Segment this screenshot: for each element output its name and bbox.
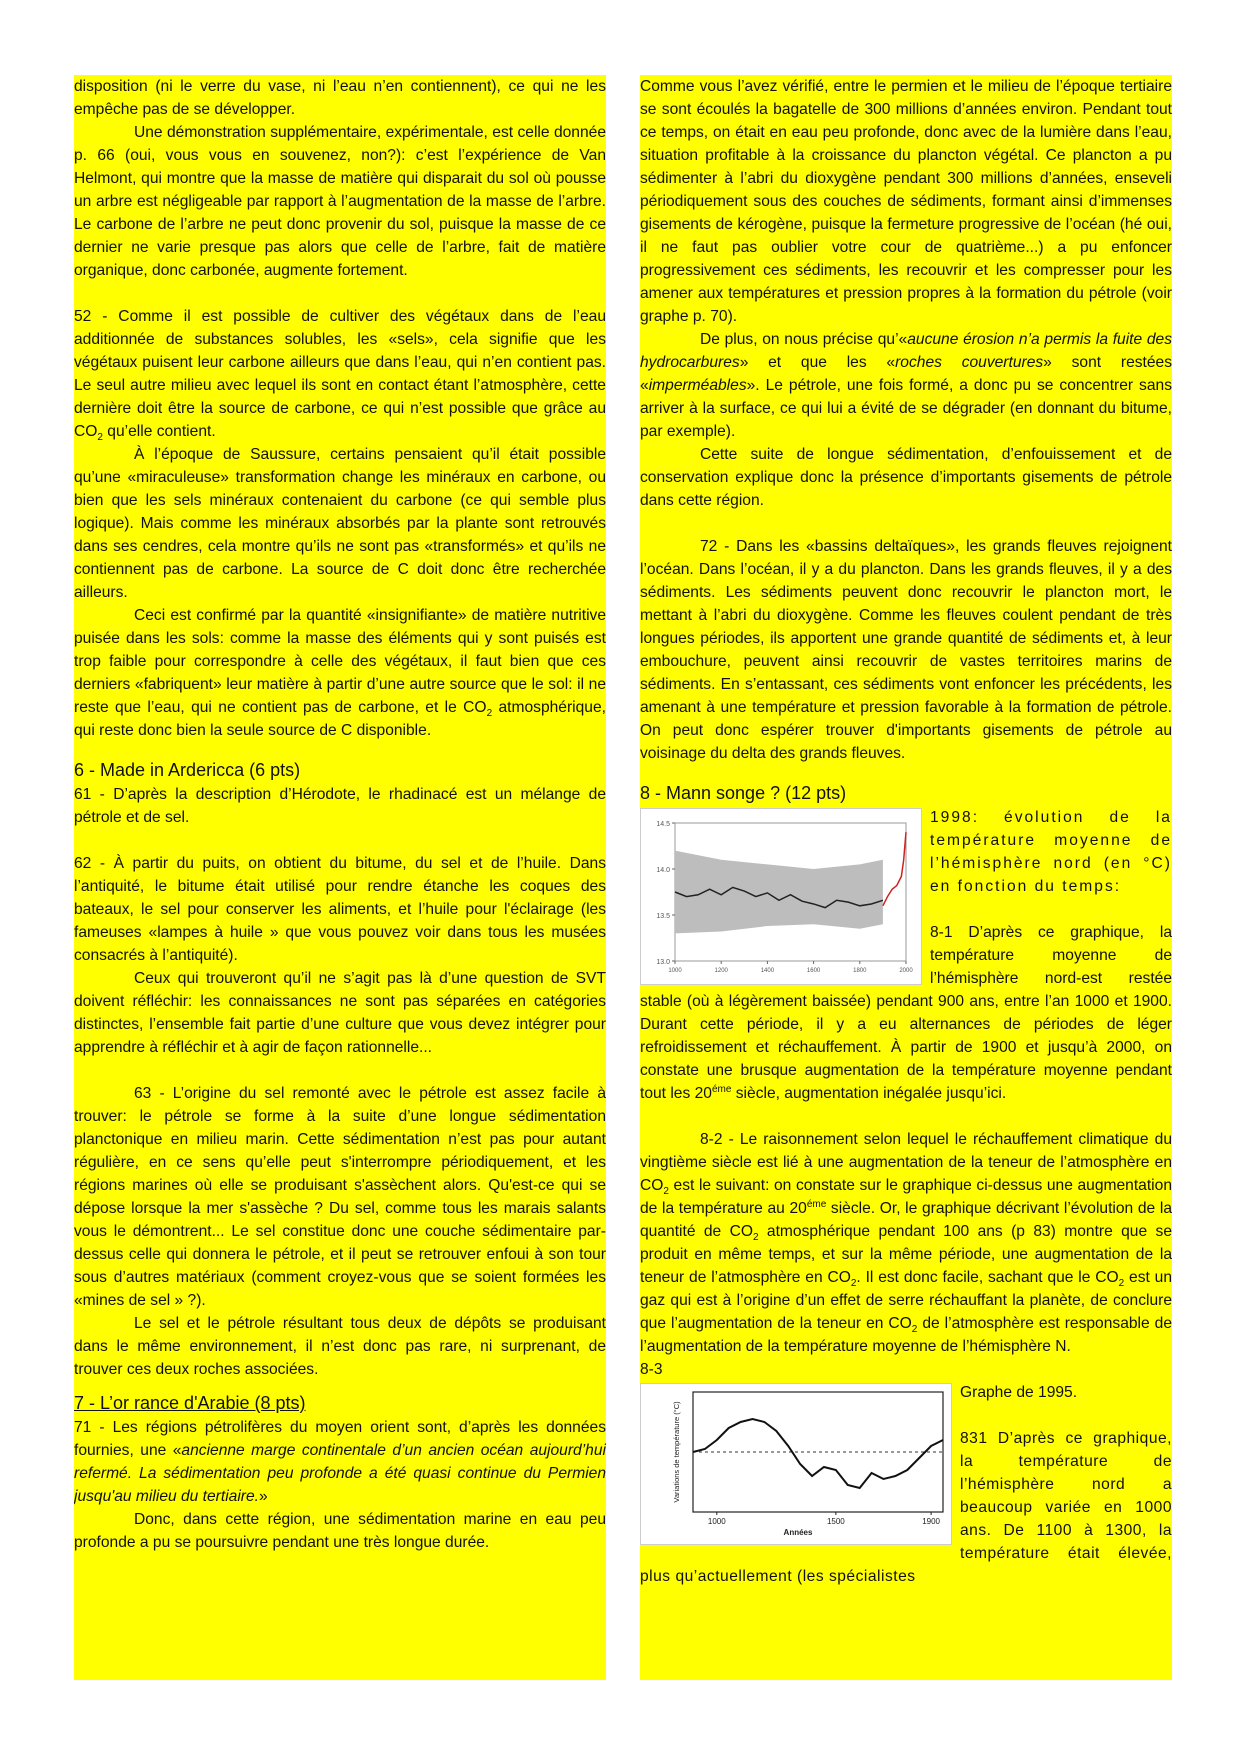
section-heading-6: 6 - Made in Ardericca (6 pts): [74, 760, 301, 780]
paragraph-62: 62 - À partir du puits, on obtient du bitume, du sel et de l’huile. Dans l’antiquité, le bitume était utilisé pour rendre étanche les coques des bateaux, le sel pour conserver les aliments, et l’huile pour l'éclairage (les fameuses «lampes à huile » que vous pouvez voir dans tous les musées consacrés à l’antiquité).: [74, 855, 606, 964]
paragraph: Comme vous l’avez vérifié, entre le permien et le milieu de l’époque tertiaire se sont écoulés la bagatelle de 300 millions d’années environ. Pendant tout ce temps, on était en eau peu profonde, donc avec de la lumière dans l’eau, situation profitable à la croissance du plancton végétal. Ce plancton a pu sédimenter à l’abri du dioxygène pendant 300 millions d’années, enseveli périodiquement sous des couches de sédiments, formant ainsi d’immenses gisements de kérogène, puisque la fermeture progressive de l’océan (hé oui, il ne faut pas oublier votre cour de quatrième...) a pu enfoncer progressivement ces sédiments, les recouvrir et les compresser pour les amener aux températures et pression propres à la formation du pétrole (voir graphe p. 70).: [640, 78, 1172, 325]
section-label-83: 8-3: [640, 1361, 663, 1378]
chart-1995: [640, 1383, 952, 1545]
paragraph-81: 8-1 D’après ce graphique, la température moyenne de l’hémisphère nord-est restée stable (où à légèrement baissée) pendant 900 ans, entre l’an 1000 et 1900. Durant cette période, il y a eu alternances de périodes de léger refroidissement et réchauffement. À partir de 1900 et jusqu’à 2000, on constate une brusque augmentation de la température moyenne pendant tout les $20^{éme}$ siècle, augmentation inégalée jusqu’ici.: [640, 924, 1172, 1102]
y-tick-label: 13.0: [656, 959, 670, 966]
paragraph-831: 831 D’après ce graphique, la température de l’hémisphère nord a beaucoup variée en 1000 ans. De 1100 à 1300, la température était élevée, plus qu’actuellement (les spécialistes: [640, 1430, 1172, 1585]
x-tick-label: 1000: [707, 1517, 726, 1526]
x-tick-label: 2000: [899, 968, 913, 974]
paragraph-52: 52 - Comme il est possible de cultiver des végétaux dans de l’eau additionnée de substances solubles, les «sels», cela signifie que les végétaux puisent leur carbone ailleurs que dans l’eau, qui n’en contient pas. Le seul autre milieu avec lequel ils sont en contact étant l’atmosphère, cette dernière doit être la source de carbone, ce qui n’est possible que grâce au $CO_2$ qu’elle contient.: [74, 308, 606, 444]
chart-1995-svg: [641, 1384, 951, 1544]
left-column: [74, 75, 606, 1680]
chart-1998-svg: [641, 809, 921, 984]
section-heading-8: 8 - Mann songe ? (12 pts): [640, 783, 847, 803]
section-heading-7: 7 - L’or rance d'Arabie (8 pts): [74, 1393, 306, 1413]
x-tick-label: 1400: [760, 968, 775, 974]
y-tick-label: 13.5: [656, 913, 670, 920]
chart-caption-1995: Graphe de 1995.: [960, 1384, 1078, 1401]
paragraph: Ceci est confirmé par la quantité «insignifiante» de matière nutritive puisée dans les sols: comme la masse des éléments qui y sont puisés est trop faible pour correspondre à celle des végétaux, il faut bien que ces derniers «fabriquent» leur matière à partir d’une autre source que le sol: il ne reste que l’eau, qui ne contient pas de carbone, et le $CO_2$ atmosphérique, qui reste donc bien la seule source de C disponible.: [74, 607, 606, 739]
paragraph-72: 72 - Dans les «bassins deltaïques», les grands fleuves rejoignent l’océan. Dans l’océan, il y a du plancton. Dans les grands fleuves, il y a des sédiments. Les sédiments peuvent donc recouvrir le plancton mort, le mettant à l’abri du dioxygène. Comme les fleuves coulent pendant de très longues périodes, ils apportent une grande quantité de sédiments et, à leur embouchure, peuvent ainsi recouvrir de vastes territoires marins de sédiments. En s’entassant, ces sédiments vont enfoncer les précédents, les amenant à une température et pression favorable à la formation de pétrole. On peut donc espérer trouver d'importants gisements de pétrole au voisinage du delta des grands fleuves.: [640, 538, 1172, 762]
y-tick-label: 14.5: [656, 821, 670, 828]
figure-block-1998: [640, 806, 1172, 1105]
paragraph-71: 71 - Les régions pétrolifères du moyen orient sont, d’après les données fournies, une «ancienne marge continentale d’un ancien océan aujourd’hui refermé. La sédimentation peu profonde a été quasi continue du Permien jusqu'au milieu du tertiaire.»: [74, 1419, 606, 1505]
paragraph-82: 8-2 - Le raisonnement selon lequel le réchauffement climatique du vingtième siècle est lié à une augmentation de la teneur de l’atmosphère en $CO_2$ est le suivant: on constate sur le graphique ci-dessus une augmentation de la température au $20^{éme}$ siècle. Or, le graphique décrivant l’évolution de la quantité de $CO_2$ atmosphérique pendant 100 ans (p 83) montre que se produit en même temps, et sur la même période, une augmentation de la teneur de l’atmosphère en $CO_2$. Il est donc facile, sachant que le $CO_2$ est un gaz qui est à l’origine d’un effet de serre réchauffant la planète, de conclure que l’augmentation de la teneur en $CO_2$ de l’atmosphère est responsable de l’augmentation de la température moyenne de l’hémisphère N.: [640, 1131, 1172, 1355]
x-tick-label: 1000: [668, 968, 682, 974]
x-tick-label: 1200: [714, 968, 728, 974]
figure-block-1995: [640, 1381, 1172, 1588]
y-tick-label: 14.0: [656, 867, 670, 874]
paragraph-61: 61 - D’après la description d’Hérodote, le rhadinacé est un mélange de pétrole et de sel.: [74, 786, 606, 826]
chart-caption-1998: 1998: évolution de la température moyenne de l’hémisphère nord (en °C) en fonction du temps:: [930, 809, 1172, 895]
x-tick-label: 1600: [806, 968, 821, 974]
x-tick-label: 1900: [922, 1517, 940, 1526]
paragraph: Une démonstration supplémentaire, expérimentale, est celle donnée p. 66 (oui, vous vous en souvenez, non?): c’est l’expérience de Van Helmont, qui montre que la masse de matière qui disparait du sol où pousse un arbre est négligeable par rapport à l’augmentation de la masse de l’arbre. Le carbone de l’arbre ne peut donc provenir du sol, puisque la masse de ce dernier ne varie presque pas alors que celle de l’arbre, fait de matière organique, donc carbonée, augmente fortement.: [74, 124, 606, 279]
paragraph-63: 63 - L’origine du sel remonté avec le pétrole est assez facile à trouver: le pétrole se forme à la suite d’une longue sédimentation planctonique en milieu marin. Cette sédimentation n’est pas pour autant régulière, en ce sens qu’elle peut s'interrompre périodiquement, et les régions marines où elle se produisant s'assèchent alors. Qu'est-ce qui se dépose lorsque la mer s'assèche ? Du sel, comme tous les marais salants vous le démontrent... Le sel constitue donc une couche sédimentaire par-dessus celle qui donnera le pétrole, et il peut se retrouver enfoui à son tour sous d’autres matériaux (comment croyez-vous que se soient formées les «mines de sel » ?).: [74, 1085, 606, 1309]
chart-1998: [640, 808, 922, 985]
x-tick-label: 1500: [826, 1517, 845, 1526]
paragraph: disposition (ni le verre du vase, ni l’eau n’en contiennent), ce qui ne les empêche pas de se développer.: [74, 78, 606, 118]
paragraph: À l’époque de Saussure, certains pensaient qu’il était possible qu’une «miraculeuse» transformation change les minéraux en carbone, ou bien que les sels minéraux contenaient du carbone (ce qui semble plus logique). Mais comme les minéraux absorbés par la plante sont retrouvés dans ses cendres, cela montre qu’ils ne sont pas «transformés» et qu’ils ne contiennent pas de carbone. La source de C doit donc être recherchée ailleurs.: [74, 446, 606, 601]
paragraph: Le sel et le pétrole résultant tous deux de dépôts se produisant dans le même environnement, il n’est donc pas rare, ni surprenant, de trouver ces deux roches associées.: [74, 1315, 606, 1378]
paragraph: Donc, dans cette région, une sédimentation marine en eau peu profonde a pu se poursuivre pendant une très longue durée.: [74, 1511, 606, 1551]
paragraph: Ceux qui trouveront qu’il ne s’agit pas là d’une question de SVT doivent réfléchir: les connaissances ne sont pas séparées en catégories distinctes, l’ensemble fait partie d’une culture que vous devez intégrer pour apprendre à réfléchir et à agir de façon rationnelle...: [74, 970, 606, 1056]
y-axis-label: Variations de température (°C): [672, 1401, 681, 1503]
paragraph: De plus, on nous précise qu’«aucune érosion n’a permis la fuite des hydrocarbures» et que les «roches couvertures» sont restées «imperméables». Le pétrole, une fois formé, a donc pu se concentrer sans arriver à la surface, ce qui lui a évité de se dégrader (en donnant du bitume, par exemple).: [640, 331, 1172, 440]
x-tick-label: 1800: [853, 968, 867, 974]
x-axis-label: Années: [783, 1528, 813, 1537]
right-column: [640, 75, 1172, 1680]
paragraph: Cette suite de longue sédimentation, d’enfouissement et de conservation explique donc la présence d’importants gisements de pétrole dans cette région.: [640, 446, 1172, 509]
